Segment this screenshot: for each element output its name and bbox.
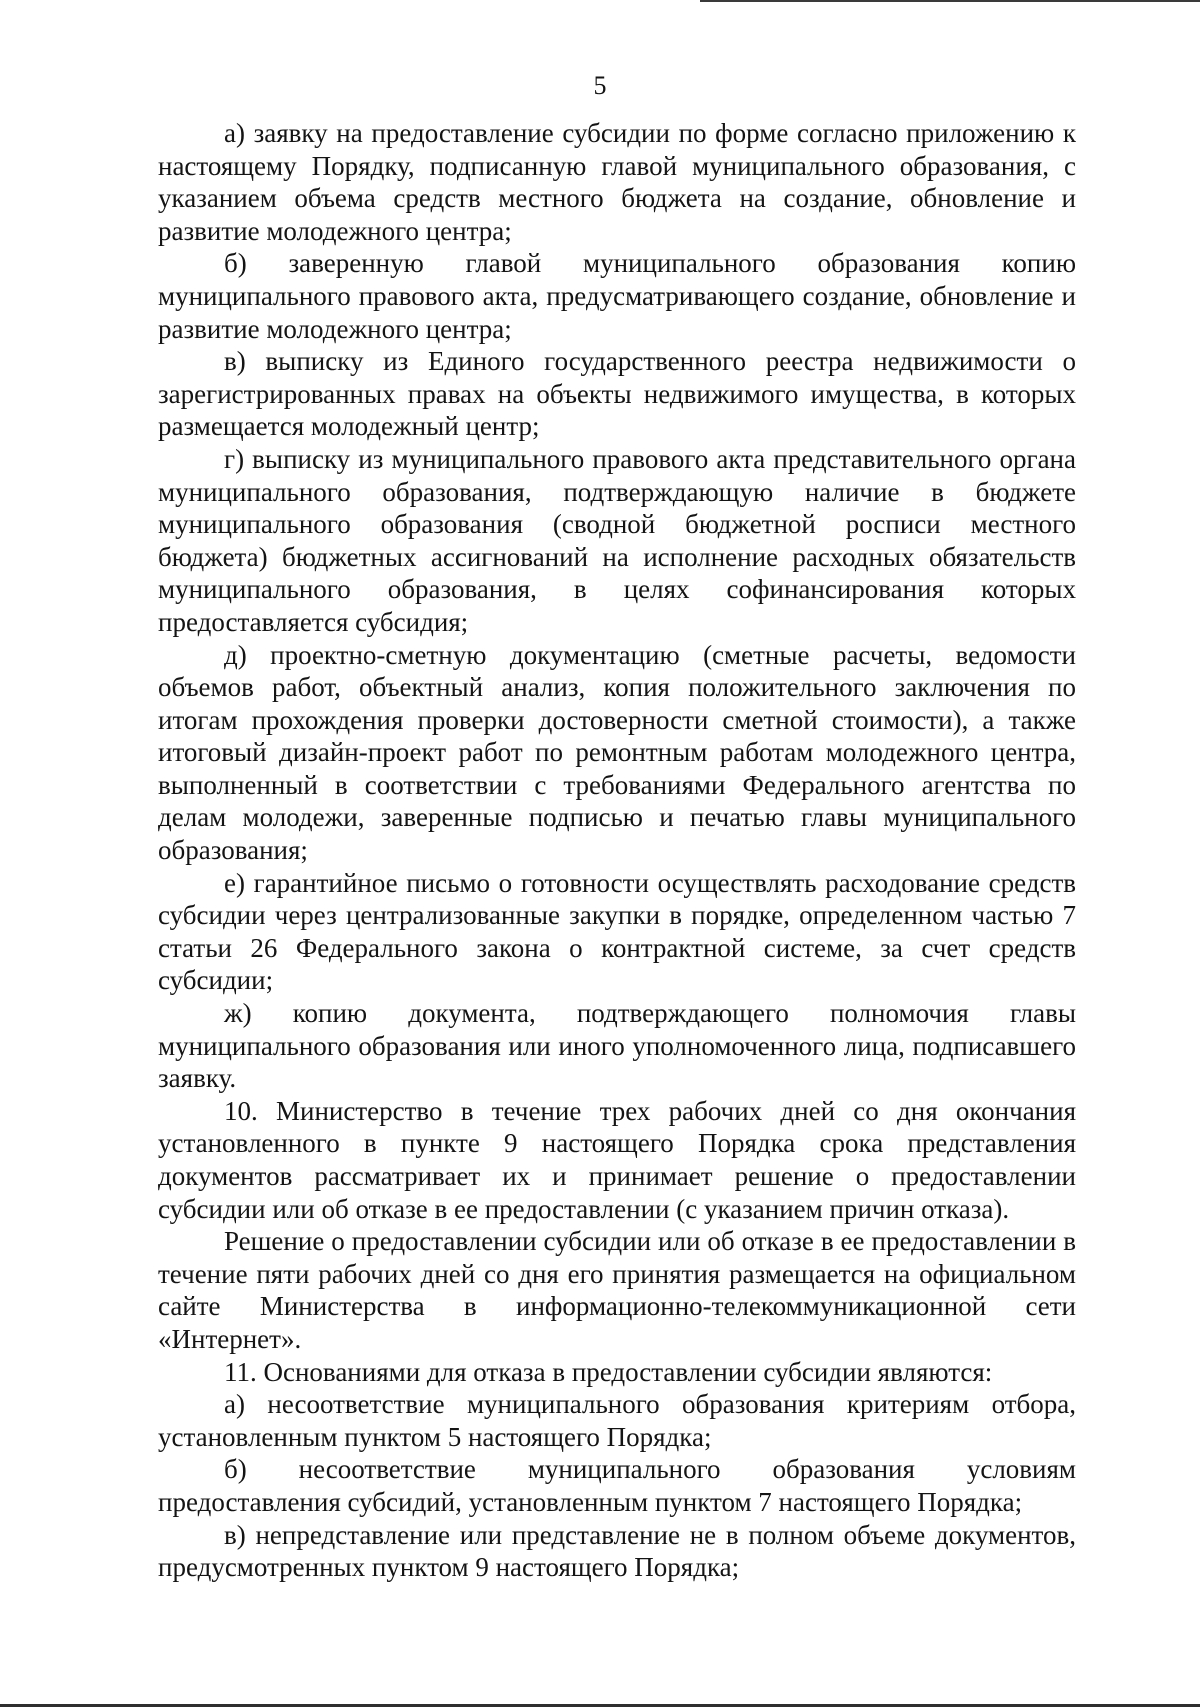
paragraph-item-e-guarantee-letter: е) гарантийное письмо о готовности осуществлять расходование средств субсидии через централизованные закупки в порядке, определенном частью 7 статьи 26 Федерального закона о контрактной системе, за счет средств субсидии; bbox=[158, 867, 1076, 996]
paragraph-item-v-registry-extract: в) выписку из Единого государственного реестра недвижимости о зарегистрированных правах на объекты недвижимого имущества, в которых размещается молодежный центр; bbox=[158, 346, 1076, 442]
paragraph-decision-publication: Решение о предоставлении субсидии или об отказе в ее предоставлении в течение пяти рабочих дней со дня его принятия размещается на официальном сайте Министерства в информационно-телекоммуникационной сети «Интернет». bbox=[158, 1226, 1076, 1354]
document-body bbox=[158, 117, 1076, 1584]
paragraph-item-a-application: а) заявку на предоставление субсидии по форме согласно приложению к настоящему Порядку, подписанную главой муниципального образования, с указанием объема средств местного бюджета на создание, обновление и развитие молодежного центра; bbox=[158, 118, 1076, 246]
paragraph-item-d-design-documentation: д) проектно-сметную документацию (сметные расчеты, ведомости объемов работ, объектный анализ, копия положительного заключения по итогам прохождения проверки достоверности сметной стоимости), а также итоговый дизайн-проект работ по ремонтным работам молодежного центра, выполненный в соответствии с требованиями Федерального агентства по делам молодежи, заверенные подписью и печатью главы муниципального образования; bbox=[158, 639, 1076, 866]
paragraph-clause-10: 10. Министерство в течение трех рабочих дней со дня окончания установленного в пункте 9 настоящего Порядка срока представления документов рассматривает их и принимает решение о предоставлении субсидии или об отказе в ее предоставлении (с указанием причин отказа). bbox=[158, 1095, 1076, 1224]
paragraph-item-b-legal-act-copy: б) заверенную главой муниципального образования копию муниципального правового акта, предусматривающего создание, обновление и развитие молодежного центра; bbox=[158, 248, 1076, 344]
paragraph-refusal-a: а) несоответствие муниципального образования критериям отбора, установленным пунктом 5 настоящего Порядка; bbox=[158, 1389, 1076, 1452]
paragraph-item-zh-authority-document: ж) копию документа, подтверждающего полномочия главы муниципального образования или иного уполномоченного лица, подписавшего заявку. bbox=[158, 998, 1076, 1094]
scan-edge-top bbox=[700, 0, 1200, 2]
paragraph-refusal-b: б) несоответствие муниципального образования условиям предоставления субсидий, установленным пунктом 7 настоящего Порядка; bbox=[158, 1454, 1076, 1517]
paragraph-refusal-v: в) непредставление или представление не в полном объеме документов, предусмотренных пунктом 9 настоящего Порядка; bbox=[158, 1519, 1076, 1583]
paragraph-clause-11: 11. Основаниями для отказа в предоставлении субсидии являются: bbox=[224, 1356, 993, 1387]
page-number: 5 bbox=[593, 71, 607, 100]
paragraph-item-g-budget-extract: г) выписку из муниципального правового акта представительного органа муниципального образования, подтверждающую наличие в бюджете муниципального образования (сводной бюджетной росписи местного бюджета) бюджетных ассигнований на исполнение расходных обязательств муниципального образования, в целях софинансирования которых предоставляется субсидия; bbox=[158, 443, 1076, 637]
